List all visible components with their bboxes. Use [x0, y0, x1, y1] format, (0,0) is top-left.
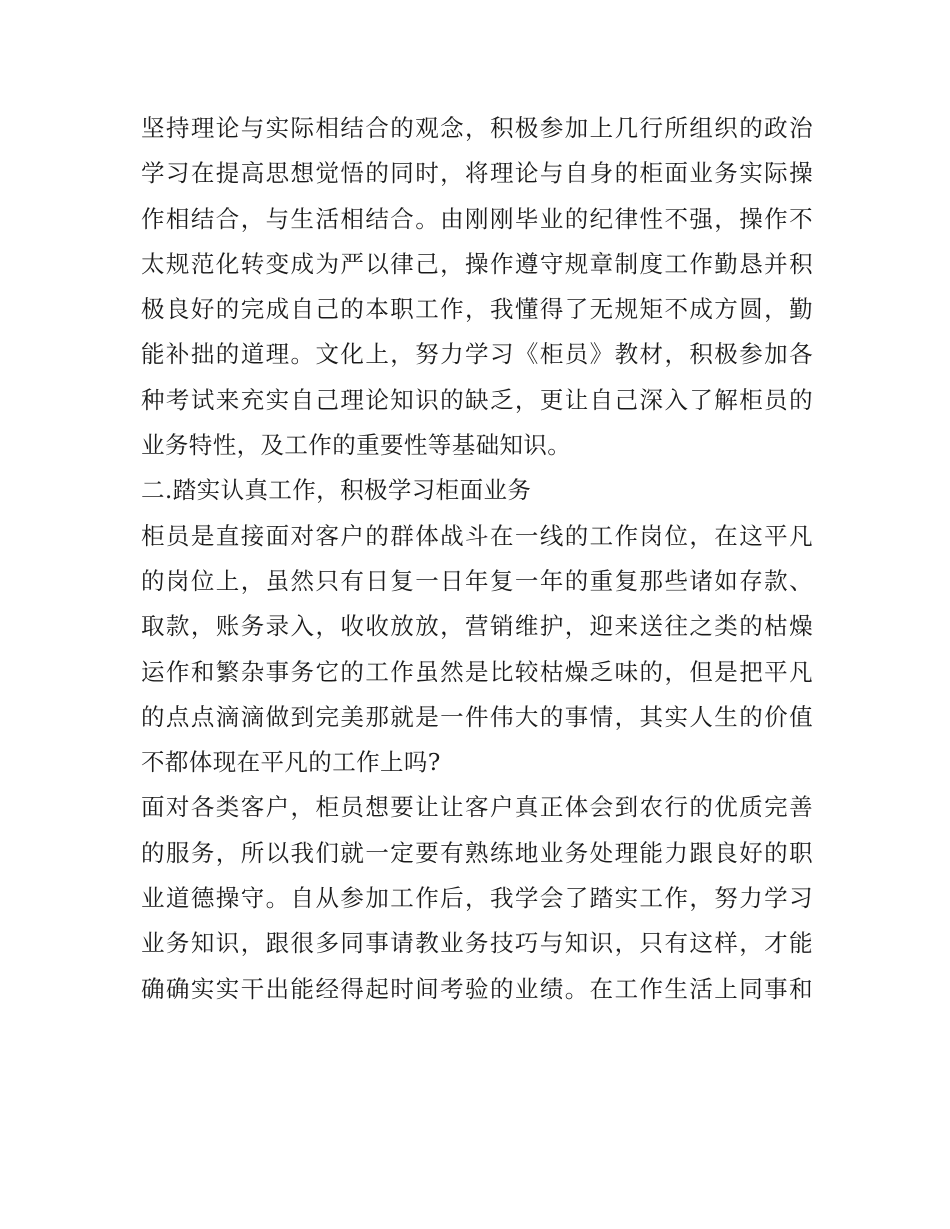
text-line: 不都体现在平凡的工作上吗? — [141, 748, 441, 777]
text-line: 能补拙的道理。文化上，努力学习《柜员》教材，积极参加各 — [141, 340, 813, 369]
text-line: 的服务，所以我们就一定要有熟练地业务处理能力跟良好的职 — [141, 838, 813, 867]
text-line: 业道德操守。自从参加工作后，我学会了踏实工作，努力学习 — [141, 884, 813, 913]
text-line: 运作和繁杂事务它的工作虽然是比较枯燥乏味的，但是把平凡 — [141, 657, 813, 686]
text-line: 面对各类客户，柜员想要让让客户真正体会到农行的优质完善 — [141, 793, 813, 822]
text-line: 业务特性，及工作的重要性等基础知识。 — [141, 431, 572, 460]
text-line: 的岗位上，虽然只有日复一日年复一年的重复那些诸如存款、 — [141, 566, 813, 595]
text-line: 极良好的完成自己的本职工作，我懂得了无规矩不成方圆，勤 — [141, 295, 813, 324]
text-line: 业务知识，跟很多同事请教业务技巧与知识，只有这样，才能 — [141, 929, 813, 958]
document-body — [141, 106, 813, 1012]
section-heading: 二.踏实认真工作，积极学习柜面业务 — [141, 476, 532, 505]
text-line: 坚持理论与实际相结合的观念，积极参加上几行所组织的政治 — [141, 114, 813, 142]
text-line: 的点点滴滴做到完美那就是一件伟大的事情，其实人生的价值 — [141, 702, 813, 731]
text-line: 取款，账务录入，收收放放，营销维护，迎来送往之类的枯燥 — [141, 612, 813, 641]
text-line: 柜员是直接面对客户的群体战斗在一线的工作岗位，在这平凡 — [141, 521, 813, 550]
text-line: 作相结合，与生活相结合。由刚刚毕业的纪律性不强，操作不 — [141, 204, 813, 233]
text-line: 太规范化转变成为严以律己，操作遵守规章制度工作勤恳并积 — [141, 249, 813, 278]
text-line: 学习在提高思想觉悟的同时，将理论与自身的柜面业务实际操 — [141, 159, 813, 188]
text-line: 种考试来充实自己理论知识的缺乏，更让自己深入了解柜员的 — [141, 385, 813, 414]
text-line: 确确实实干出能经得起时间考验的业绩。在工作生活上同事和 — [141, 974, 813, 1003]
